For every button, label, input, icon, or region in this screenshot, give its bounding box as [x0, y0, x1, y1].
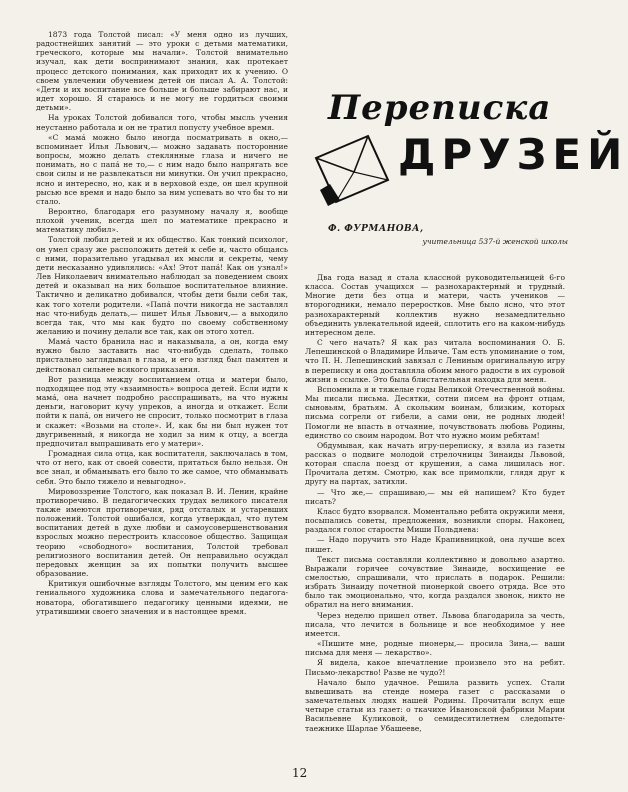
paragraph: Текст письма составляли коллективно и довольно азартно. Выражали горячее сочувствие Зинаиде, восхищение ее смелостью, спрашивали, что прислать в подарок. Решили: избрать Зинаиду почетной пионеркой своего отряда. Все это было так эмоционально, что, когда раздался звонок, никто не обратил на него внимания. — [305, 554, 565, 610]
paragraph: Вероятно, благодаря его разумному началу я, вообще плохой ученик, всегда шел по математике прекрасно и математику любил». — [36, 206, 288, 235]
paragraph: «С мамá можно было иногда посматривать в окно,— вспоминает Илья Львович,— можно задавать посторонние вопросы, можно делать стеклянные глаза и ничего не понимать, но с папá не то,— с ним надо было напрягать все свои силы и не развлекаться ни минутки. Он учил прекрасно, ясно и интересно, но, как и в верховой езде, он шел крупной рысью все время и надо было за ним успевать во что бы то ни стало. — [36, 132, 288, 206]
paragraph: Критикуя ошибочные взгляды Толстого, мы ценим его как гениального художника слова и замечательного педагога-новатора, обогатившего педагогику ценными идеями, не утратившими своего значения и в настоящее время. — [36, 579, 288, 616]
left-column — [36, 30, 288, 616]
paragraph: Два года назад я стала классной руководительницей 6-го класса. Состав учащихся — разнохарактерный и трудный. Многие дети без отца и матери, часть учеников — второгодники, немало переростков. Мне было ясно, что этот разнохарактерный коллектив нужно незамедлительно объединить увлекательной идеей, сплотить его на каком-нибудь интересном деле. — [305, 273, 565, 337]
paragraph: Вот разница между воспитанием отца и матери было, подходящее под эту «взаимность» вопроса детей. Если идти к мамá, она начнет подробно расспрашивать, на что нужны деньги, наговорит кучу упреков, а иногда и откажет. Если пойти к папá, он ничего не спросит, только посмотрит в глаза и скажет: «Возьми на столе». И, как бы ни был нужен тот двугривенный, я никогда не ходил за ним к отцу, а всегда предпочитал выпрашивать его у матери». — [36, 374, 288, 448]
title-main: ДРУЗЕЙ — [398, 130, 628, 179]
paragraph: Толстой любил детей и их общество. Как тонкий психолог, он умел сразу же расположить детей к себе и, часто общаясь с ними, поразительно угадывал их мысли и секреты, чему дети несказанно удивлялись: «Ах! Этот папá! Как он узнал!» Лев Николаевич внимательно наблюдал за поведением своих детей и оказывал на них большое воспитательное влияние. Тактично и деликатно добивался, чтобы дети были себя так, как того хотели родители. «Папá почти никогда не заставлял нас что-нибудь делать,— пишет Илья Львович,— а выходило всегда так, что мы как будто по своему собственному желанию и почину делали все так, как он этого хотел. — [36, 235, 288, 336]
paragraph: Через неделю пришел ответ. Львова благодарила за честь, писала, что лечится в больнице и все необходимое у нее имеется. — [305, 610, 565, 638]
envelope-icon — [310, 128, 394, 210]
page-number: 12 — [292, 766, 308, 780]
right-column — [305, 273, 565, 733]
author-name: Ф. ФУРМАНОВА, — [328, 224, 424, 234]
paragraph: Вспомнила я и тяжелые годы Великой Отечественной войны. Мы писали письма. Десятки, сотни писем на фронт отцам, сыновьям, братьям. А скольким воинам, близким, которых письма согрели от гибели, а сами они, не родных людей! Помогли не впасть в отчаяние, почувствовать любовь Родины, единство со своим народом. Вот что нужно моим ребятам! — [305, 384, 565, 440]
paragraph: 1873 года Толстой писал: «У меня одно из лучших, радостнейших занятий — это уроки с детьми математики, греческого, которые мы начали». Толстой внимательно изучал, как дети воспринимают знания, как протекает процесс детского понимания, как приходят их к учению. О своем увлечении обучением детей он писал А. А. Толстой: «Дети и их воспитание все больше и больше забирают нас, и идет хорошо. Я стараюсь и не могу не гордиться своими детьми». — [36, 30, 288, 113]
paragraph: — Что же,— спрашиваю,— мы ей напишем? Кто будет писать? — [305, 487, 565, 506]
paragraph: Класс будто взорвался. Моментально ребята окружили меня, посыпались советы, предложения, возникли споры. Наконец, раздался голос старосты Миши Польдяева: — [305, 506, 565, 535]
author-role: учительница 537-й женской школы — [422, 237, 568, 246]
paragraph: С чего начать? Я как раз читала воспоминания О. Б. Лепешинской о Владимире Ильиче. Там есть упоминание о том, что П. Н. Лепешинский завязал с Лениным оригинальную игру в переписку и она доставляла обоим много радости в их суровой жизни в ссылке. Это была блистательная находка для меня. — [305, 338, 565, 384]
paragraph: «Пишите мне, родные пионеры,— просила Зина,— ваши письма для меня — лекарство». — [305, 639, 565, 658]
paragraph: На уроках Толстой добивался того, чтобы мысль учения неустанно работала и он не тратил попусту учебное время. — [36, 113, 288, 132]
paragraph: Обдумывая, как начать игру-переписку, я взяла из газеты рассказ о подвиге молодой стрелочницы Зинаиды Львовой, которая спасла поезд от крушения, а сама лишилась ног. Прочитала детям. Смотрю, как все примолкли, глядя друг к другу на партах, затихли. — [305, 440, 565, 487]
paragraph: Я видела, какое впечатление произвело это на ребят. Письмо-лекарство! Разве не чудо?! — [305, 658, 565, 677]
paragraph: — Надо поручить это Наде Крапивницкой, она лучше всех пишет. — [305, 535, 565, 554]
article-title — [306, 88, 628, 220]
paragraph: Начало было удачное. Решила развить успех. Стали вывешивать на стенде номера газет с рассказами о замечательных людях нашей Родины. Прочитали вслух еще четыре статьи из газет: о ткачихе Ивановской фабрики Марии Васильевне Куликовой, о семидесятилетнем следопыте-таежнике Шарлае Убашееве, — [305, 677, 565, 733]
paragraph: Мировоззрение Толстого, как показал В. И. Ленин, крайне противоречиво. В педагогических трудах великого писателя также имеются противоречия, ряд отсталых и устаревших положений. Толстой ошибался, когда утверждал, что путем воспитания детей в духе любви и самоусовершенствования взрослых можно перестроить классовое общество. Защищая теорию «свободного» воспитания, Толстой требовал религиозного воспитания детей. Он неправильно осуждал передовых женщин за их попытки получить высшее образование. — [36, 486, 288, 579]
title-script: Переписка — [328, 88, 552, 128]
paragraph: Мамá часто бранила нас и наказывала, а он, когда ему нужно было заставить нас что-нибудь сделать, только пристально заглядывал в глаза, и его взгляд был памятен и действовал сильнее всякого приказания. — [36, 337, 288, 374]
paragraph: Громадная сила отца, как воспитателя, заключалась в том, что от него, как от своей совести, прятаться было нельзя. Он все знал, и обманывать его было то же самое, что обманывать себя. Это было тяжело и невыгодно». — [36, 449, 288, 486]
